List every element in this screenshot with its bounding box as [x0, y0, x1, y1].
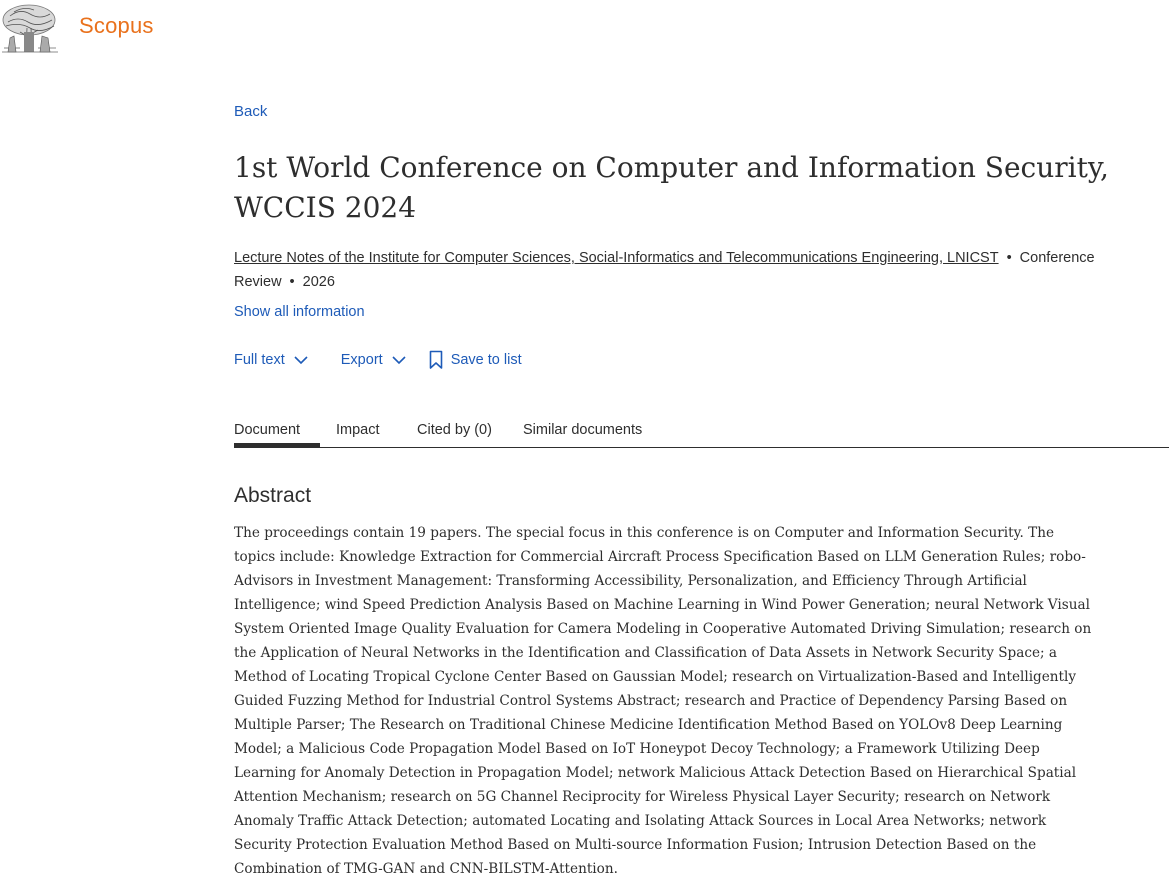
save-to-list-label: Save to list: [450, 352, 522, 368]
back-link[interactable]: Back: [234, 103, 268, 120]
tab-document[interactable]: Document: [234, 422, 301, 438]
chevron-down-icon: [392, 355, 406, 365]
abstract-heading: Abstract: [234, 484, 312, 507]
document-title: 1st World Conference on Computer and Information Security, WCCIS 2024: [234, 151, 1109, 224]
tab-similar-documents[interactable]: Similar documents: [523, 422, 643, 438]
separator-dot: •: [289, 274, 295, 290]
document-actions: [234, 350, 522, 370]
show-all-information-link[interactable]: Show all information: [234, 304, 365, 320]
separator-dot: •: [1006, 250, 1012, 266]
document-type: Conference Review: [234, 250, 1095, 290]
bookmark-icon: [429, 350, 443, 370]
publication-year: 2026: [302, 274, 335, 290]
abstract-text: The proceedings contain 19 papers. The special focus in this conference is on Computer and Information Security. The topics include: Knowledge Extraction for Commercial Aircraft Process Specification Based on LLM Generation Rules; robo-Advisors in Investment Management: Transforming Accessibility, Personalization, and Efficiency Through Artificial Intelligence; wind Speed Prediction Analysis Based on Machine Learning in Wind Power Generation; neural Network Visual System Oriented Image Quality Evaluation for Camera Modeling in Cooperative Automated Driving Simulation; research on the Application of Neural Networks in the Identification and Classification of Data Assets in Network Security Space; a Method of Locating Tropical Cyclone Center Based on Gaussian Model; research on Virtualization-Based and Intelligently Guided Fuzzing Method for Industrial Control Systems Abstract; research and Practice of Dependency Parsing Based on Multiple Parser; The Research on Traditional Chinese Medicine Identification Method Based on YOLOv8 Deep Learning Model; a Malicious Code Propagation Model Based on IoT Honeypot Decoy Technology; a Framework Utilizing Deep Learning for Anomaly Detection in Propagation Model; network Malicious Attack Detection Based on Hierarchical Spatial Attention Mechanism; research on 5G Channel Reciprocity for Wireless Physical Layer Security; research on Network Anomaly Traffic Attack Detection; automated Locating and Isolating Attack Sources in Local Area Networks; network Security Protection Evaluation Method Based on Multi-source Information Fusion; Intrusion Detection Based on the Combination of TMG-GAN and CNN-BILSTM-Attention.: [234, 525, 1092, 877]
elsevier-tree-logo[interactable]: [0, 2, 60, 56]
document-tabs: [234, 418, 1169, 448]
chevron-down-icon: [294, 355, 308, 365]
scopus-brand-link[interactable]: Scopus: [79, 13, 154, 38]
export-label: Export: [340, 352, 383, 368]
source-title-link[interactable]: Lecture Notes of the Institute for Computer Sciences, Social-Informatics and Telecommunications Engineering, LNICST: [234, 250, 999, 266]
full-text-label: Full text: [234, 352, 285, 368]
export-button[interactable]: [341, 352, 406, 368]
tab-impact[interactable]: Impact: [336, 422, 380, 438]
tab-cited-by[interactable]: Cited by (0): [417, 422, 492, 438]
save-to-list-button[interactable]: [429, 350, 522, 370]
full-text-button[interactable]: [234, 352, 308, 368]
source-info: [234, 246, 1134, 294]
